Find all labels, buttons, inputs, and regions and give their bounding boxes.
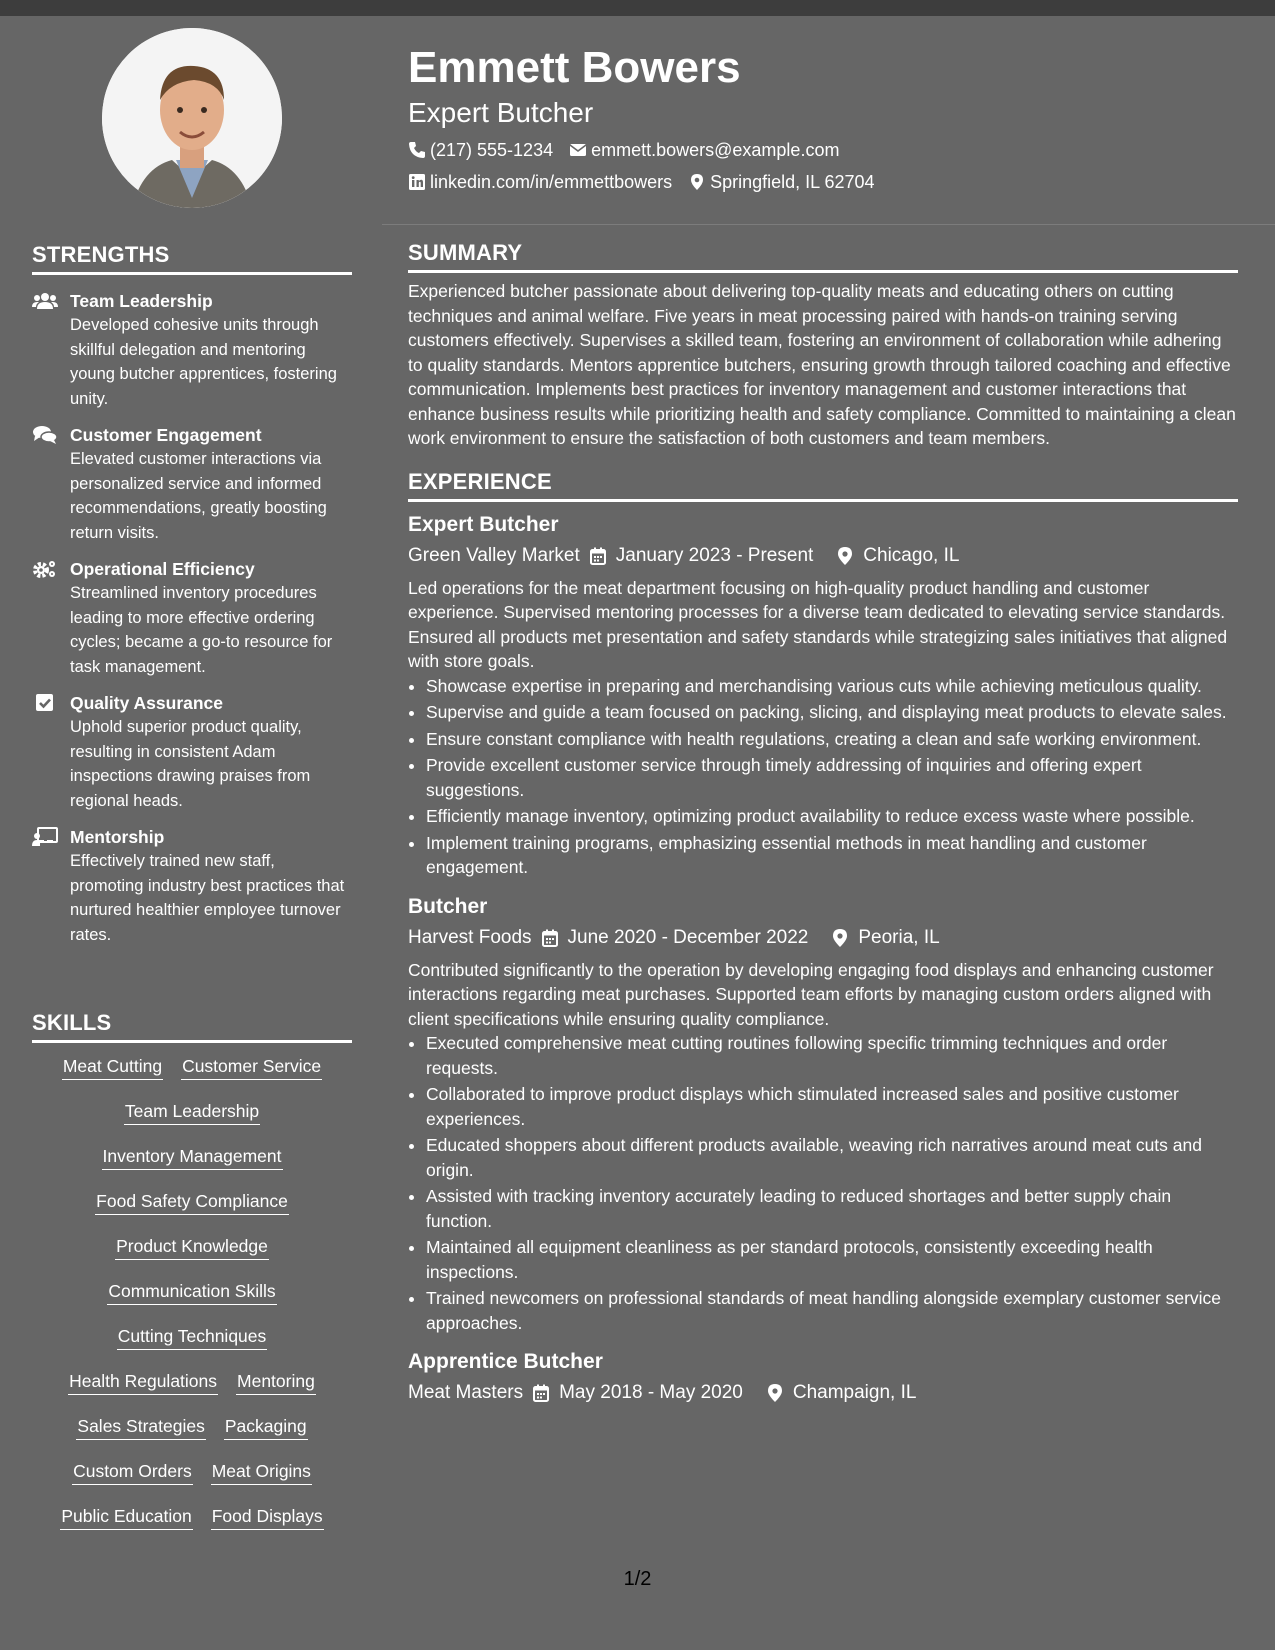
strengths-heading: STRENGTHS xyxy=(32,242,352,275)
summary-section xyxy=(408,240,1238,451)
skill-tag: Custom Orders xyxy=(72,1458,193,1485)
header-divider xyxy=(382,224,1275,225)
job-bullet: • Assisted with tracking inventory accurately leading to reduced shortages and better supply chain function. xyxy=(426,1184,1238,1233)
linkedin-contact[interactable] xyxy=(408,166,672,198)
strength-desc: Developed cohesive units through skillful delegation and mentoring young butcher apprentices, fostering unity. xyxy=(70,316,337,408)
calendar-icon xyxy=(588,546,608,566)
strength-item xyxy=(32,825,352,947)
job-bullet: • Maintained all equipment cleanliness as per standard protocols, consistently exceeding health inspections. xyxy=(426,1235,1238,1284)
strength-title: Team Leadership xyxy=(70,291,213,311)
skill-tag: Customer Service xyxy=(181,1053,322,1080)
email-contact[interactable] xyxy=(569,134,839,166)
job-company: Green Valley Market xyxy=(408,544,580,566)
skills-section xyxy=(32,1010,352,1548)
right-column xyxy=(408,240,1238,1409)
strength-item xyxy=(32,423,352,545)
candidate-role: Expert Butcher xyxy=(408,97,594,128)
strength-desc: Elevated customer interactions via personalized service and informed recommendations, greatly boosting return visits. xyxy=(70,450,327,542)
avatar xyxy=(102,28,282,208)
skill-tag: Inventory Management xyxy=(102,1143,283,1170)
skill-tag: Health Regulations xyxy=(68,1368,218,1395)
job-bullets xyxy=(408,1031,1238,1335)
map-marker-icon xyxy=(830,928,850,948)
phone-contact[interactable] xyxy=(408,134,553,166)
job-entry xyxy=(408,510,1238,880)
candidate-name: Emmett Bowers xyxy=(408,43,741,92)
job-dates: June 2020 - December 2022 xyxy=(567,926,809,948)
top-bar xyxy=(0,0,1275,16)
skills-heading: SKILLS xyxy=(32,1010,352,1043)
strengths-section xyxy=(32,242,352,947)
strength-item xyxy=(32,289,352,411)
skill-tag: Product Knowledge xyxy=(115,1233,269,1260)
phone-icon xyxy=(408,141,426,159)
check-square-icon xyxy=(32,693,58,713)
experience-heading: EXPERIENCE xyxy=(408,469,1238,502)
gears-icon xyxy=(32,559,58,579)
job-entry xyxy=(408,892,1238,1336)
experience-section xyxy=(408,469,1238,1410)
calendar-icon xyxy=(531,1383,551,1403)
job-dates: January 2023 - Present xyxy=(615,544,814,566)
job-title: Butcher xyxy=(408,894,488,918)
phone-text: (217) 555-1234 xyxy=(430,140,554,160)
comments-icon xyxy=(32,425,58,445)
strength-title: Operational Efficiency xyxy=(70,559,255,579)
job-bullet: • Collaborated to improve product displays which stimulated increased sales and positive customer experiences. xyxy=(426,1082,1238,1131)
linkedin-icon xyxy=(408,173,426,191)
job-description: Contributed significantly to the operation by developing engaging food displays and enhancing customer interactions regarding meat purchases. Supported team efforts by managing custom orders aligned with client specifications while ensuring quality compliance. xyxy=(408,959,1214,1029)
skill-tag: Team Leadership xyxy=(124,1098,260,1125)
job-bullet: • Educated shoppers about different products available, weaving rich narratives around meat cuts and origin. xyxy=(426,1133,1238,1182)
map-marker-icon xyxy=(765,1383,785,1403)
skill-tag: Food Safety Compliance xyxy=(95,1188,289,1215)
job-bullet: • Supervise and guide a team focused on packing, slicing, and displaying meat products to elevate sales. xyxy=(426,700,1238,725)
strength-title: Quality Assurance xyxy=(70,693,224,713)
skill-tag: Meat Cutting xyxy=(62,1053,163,1080)
map-marker-icon xyxy=(688,173,706,191)
job-bullet: • Executed comprehensive meat cutting routines following specific trimming techniques and order requests. xyxy=(426,1031,1238,1080)
job-entry xyxy=(408,1347,1238,1409)
strength-desc: Effectively trained new staff, promoting industry best practices that nurtured healthier employee turnover rates. xyxy=(70,852,345,944)
skill-tag: Meat Origins xyxy=(211,1458,312,1485)
skill-tag: Public Education xyxy=(60,1503,192,1530)
resume-header xyxy=(408,38,1238,198)
strength-title: Mentorship xyxy=(70,827,165,847)
email-text: emmett.bowers@example.com xyxy=(591,140,840,160)
envelope-icon xyxy=(569,141,587,159)
chalkboard-teacher-icon xyxy=(32,827,58,847)
strength-title: Customer Engagement xyxy=(70,425,262,445)
skill-tag: Food Displays xyxy=(211,1503,324,1530)
linkedin-text: linkedin.com/in/emmettbowers xyxy=(430,172,673,192)
job-bullets xyxy=(408,674,1238,880)
strength-item xyxy=(32,557,352,679)
job-bullet: • Provide excellent customer service through timely addressing of inquiries and offering expert suggestions. xyxy=(426,753,1238,802)
job-bullet: • Ensure constant compliance with health regulations, creating a clean and safe working environment. xyxy=(426,727,1238,752)
job-location: Peoria, IL xyxy=(858,926,940,948)
portrait-icon xyxy=(102,28,282,208)
skill-tag: Communication Skills xyxy=(107,1278,276,1305)
users-icon xyxy=(32,291,58,311)
strength-desc: Streamlined inventory procedures leading to more effective ordering cycles; became a go-to resource for task management. xyxy=(70,584,333,676)
job-company: Meat Masters xyxy=(408,1382,524,1403)
job-description: Led operations for the meat department focusing on high-quality product handling and customer experience. Supervised mentoring processes for a diverse team dedicated to elevating service standards. Ensured all products met presentation and safety standards while strategizing sales initiatives that aligned with store goals. xyxy=(408,577,1228,671)
job-bullet: • Trained newcomers on professional standards of meat handling alongside exemplary customer service approaches. xyxy=(426,1286,1238,1335)
job-location: Chicago, IL xyxy=(863,544,960,566)
skills-list xyxy=(32,1053,352,1548)
location-contact xyxy=(688,166,874,198)
summary-text: Experienced butcher passionate about delivering top-quality meats and educating others on cutting techniques and animal welfare. Five years in meat processing paired with hands-on training serving customers effectively. Supervises a skilled team, fostering an environment of collaboration while adhering to quality standards. Mentors apprentice butchers, ensuring growth through tailored coaching and effective communication. Implements best practices for inventory management and customer interactions that enhance business results while prioritizing health and safety compliance. Committed to maintaining a clean work environment to ensure the satisfaction of both customers and team members. xyxy=(408,281,1236,448)
calendar-icon xyxy=(540,928,560,948)
strength-desc: Uphold superior product quality, resulting in consistent Adam inspections drawing praises from regional heads. xyxy=(70,718,311,810)
map-marker-icon xyxy=(835,546,855,566)
job-company: Harvest Foods xyxy=(408,926,532,948)
job-bullet: • Efficiently manage inventory, optimizing product availability to reduce excess waste where possible. xyxy=(426,804,1238,829)
job-location: Champaign, IL xyxy=(792,1382,917,1403)
skill-tag: Sales Strategies xyxy=(76,1413,205,1440)
skill-tag: Cutting Techniques xyxy=(117,1323,268,1350)
job-title: Apprentice Butcher xyxy=(408,1350,603,1373)
strength-item xyxy=(32,691,352,813)
job-bullet: • Showcase expertise in preparing and merchandising various cuts while achieving meticulous quality. xyxy=(426,674,1238,699)
location-text: Springfield, IL 62704 xyxy=(710,172,875,192)
skill-tag: Packaging xyxy=(224,1413,308,1440)
job-dates: May 2018 - May 2020 xyxy=(559,1382,743,1403)
page-number: 1/2 xyxy=(623,1568,652,1590)
job-bullet: • Implement training programs, emphasizing essential methods in meat handling and customer engagement. xyxy=(426,831,1238,880)
skill-tag: Mentoring xyxy=(236,1368,316,1395)
job-title: Expert Butcher xyxy=(408,512,559,536)
summary-heading: SUMMARY xyxy=(408,240,1238,273)
